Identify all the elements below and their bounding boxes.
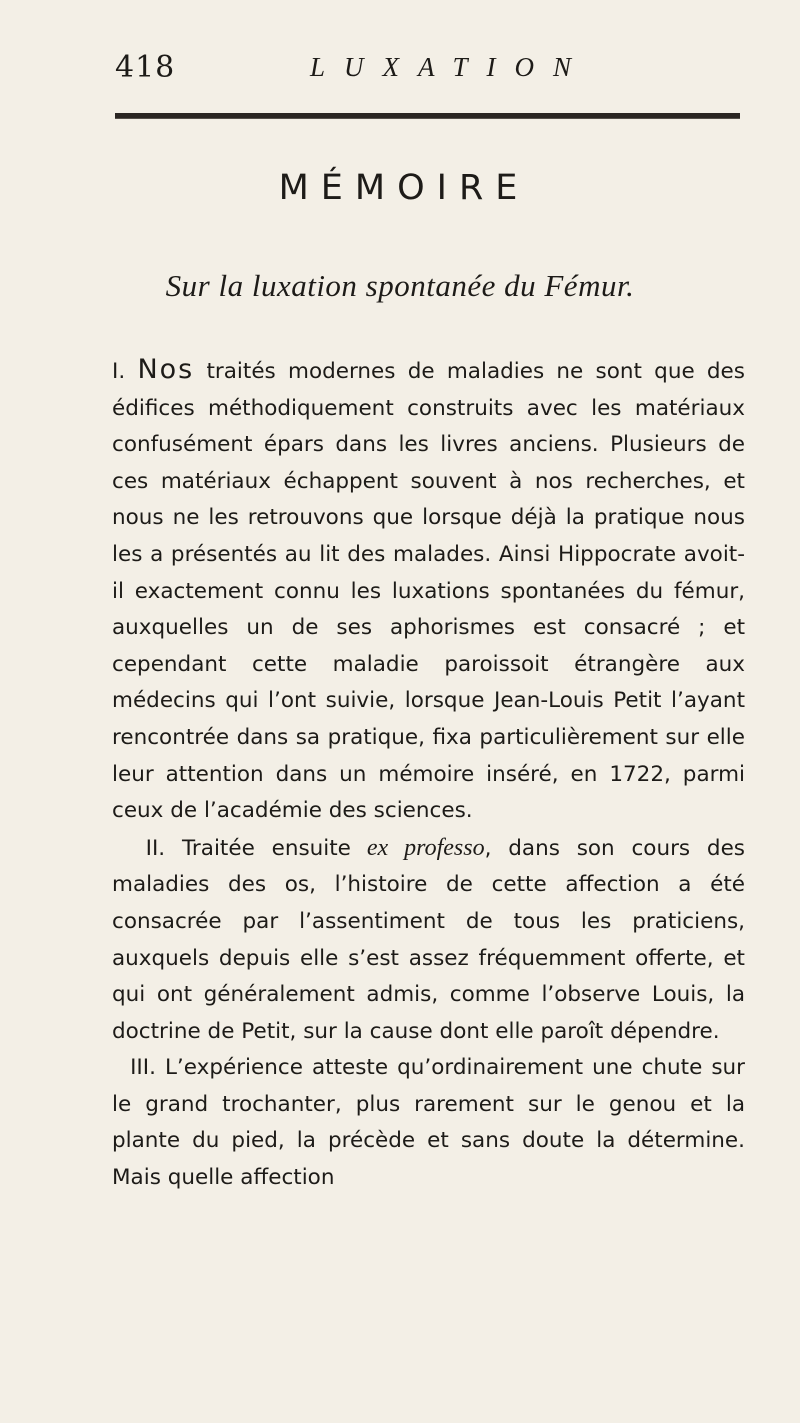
section-subtitle: Sur la luxation spontanée du Fémur. [165,268,635,303]
paragraph-lead: Nos [137,354,195,385]
paragraph-text: traités modernes de maladies ne sont que des édifices méthodiquement construits avec les matériaux confusément épars dans les livres anciens. Plusieurs de ces matériaux échappent souvent à nos recherches, et nous ne les retrouvons que lorsque déjà la pratique nous les a présentés au lit des malades. Ainsi Hippocrate avoit-il exactement connu les luxations spontanées du fémur, auxquelles un de ses aphorismes est consacré ; et cependant cette maladie paroissoit étrangère aux médecins qui l’ont suivie, lorsque Jean-Louis Petit l’ayant rencontrée dans sa pratique, fixa particulièrement sur elle leur attention dans un mémoire inséré, en 1722, parmi ceux de l’académie des sciences. [112,359,745,824]
paragraph-lead: Traitée ensuite [181,835,351,861]
paragraph-2 [112,830,745,1051]
section-title: MÉMOIRE [278,168,530,208]
paragraph-3 [112,1050,745,1196]
running-title: LUXATION [310,52,591,82]
paragraph-1 [112,352,745,830]
paragraph-number: I. [112,359,126,384]
paragraph-text: , dans son cours des maladies des os, l’histoire de cette affection a été consacrée par l’assentiment de tous les praticiens, auxquels depuis elle s’est assez fréquemment offerte, et qui ont généralement admis, comme l’observe Louis, la doctrine de Petit, sur la cause dont elle paroît dépendre. [112,835,745,1044]
body-text [112,352,745,1197]
paragraph-italic: ex professo [350,834,485,861]
paragraph-text: atteste qu’ordinairement une chute sur le grand trochanter, plus rarement sur le genou et la plante du pied, la précède et sans doute la détermine. Mais quelle affection [112,1055,745,1191]
paragraph-number: III. [130,1055,156,1081]
running-head [115,50,735,90]
paragraph-lead: L’expérience [164,1055,303,1081]
paragraph-number: II. [145,835,166,861]
page-number: 418 [115,50,176,85]
header-rule [115,113,740,119]
